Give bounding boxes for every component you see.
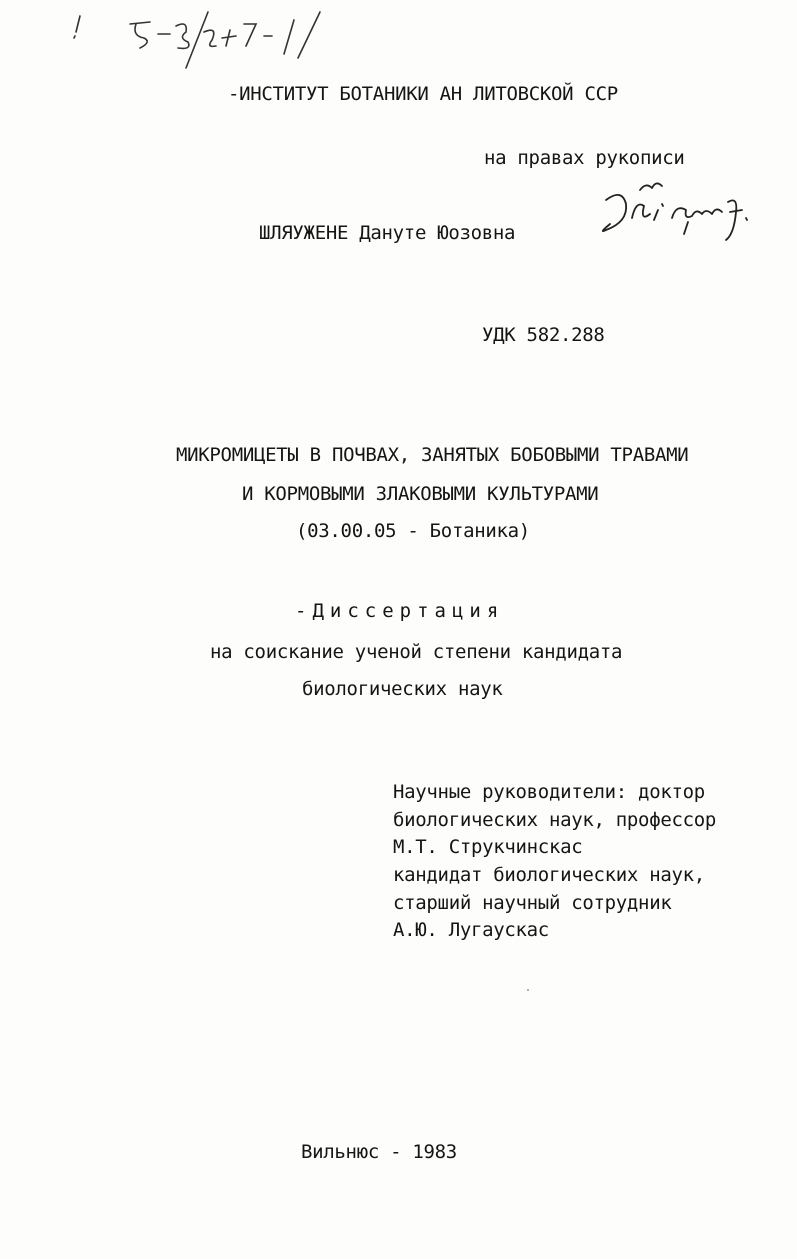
signature-text: Шл. авт. — [592, 178, 597, 179]
udc-code: УДК 582.288 — [482, 324, 605, 346]
title-line-1: МИКРОМИЦЕТЫ В ПОЧВАХ, ЗАНЯТЫХ БОБОВЫМИ ТРАВАМИ — [176, 444, 689, 466]
handwritten-archive-mark — [58, 6, 338, 76]
supervisor-line: Научные руководители: доктор — [393, 781, 705, 803]
supervisor-line: М.Т. Струкчинскас — [393, 836, 583, 858]
specialty-code: (03.00.05 - Ботаника) — [296, 520, 530, 542]
work-type: -Диссертация — [295, 600, 505, 622]
degree-line-2: биологических наук — [302, 678, 503, 700]
degree-line-1: на соискание ученой степени кандидата — [210, 641, 623, 663]
institution-name: -ИНСТИТУТ БОТАНИКИ АН ЛИТОВСКОЙ ССР — [228, 83, 618, 105]
paper-speck — [527, 989, 529, 991]
supervisor-line: биологических наук, профессор — [393, 809, 717, 831]
title-line-2: И КОРМОВЫМИ ЗЛАКОВЫМИ КУЛЬТУРАМИ — [242, 483, 599, 505]
place-year: Вильнюс - 1983 — [301, 1141, 457, 1163]
manuscript-rights: на правах рукописи — [484, 147, 685, 169]
supervisor-line: кандидат биологических наук, — [393, 864, 705, 886]
author-signature — [592, 178, 762, 258]
supervisor-line: А.Ю. Лугаускас — [393, 919, 549, 941]
author-name: ШЛЯУЖЕНЕ Дануте Юозовна — [259, 222, 516, 244]
supervisor-line: старший научный сотрудник — [393, 892, 672, 914]
